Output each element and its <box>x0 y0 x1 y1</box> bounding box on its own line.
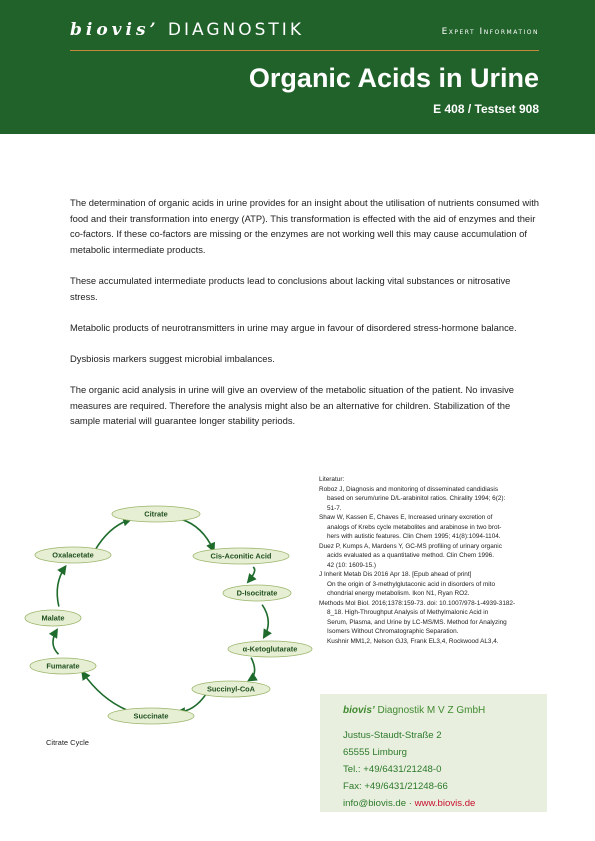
literature-line: On the origin of 3-methylglutaconic acid in disorders of mito <box>327 580 496 588</box>
cycle-node-label: Fumarate <box>46 661 80 671</box>
contact-company <box>343 705 485 716</box>
cycle-arrow <box>248 567 255 582</box>
intro-paragraph: Dysbiosis markers suggest microbial imbalances. <box>70 352 275 364</box>
literature-heading: Literatur: <box>319 476 345 483</box>
cycle-node-oxalacetate <box>35 547 111 563</box>
cycle-arrow <box>82 672 127 710</box>
cycle-node-ketoglutarate <box>228 641 312 657</box>
contact-fax: Fax: +49/6431/21248-66 <box>343 781 448 792</box>
cycle-caption: Citrate Cycle <box>46 738 89 747</box>
cycle-node-label: Malate <box>41 613 65 623</box>
literature-line: J Inherit Metab Dis 2016 Apr 18. [Epub ahead of print] <box>319 571 472 578</box>
literature-line: Kushnir MM1,2, Nelson GJ3, Frank EL3,4, Rockwood AL3,4. <box>327 637 499 645</box>
page-subtitle: E 408 / Testset 908 <box>433 102 539 116</box>
literature-line: Shaw W, Kassen E, Chaves E, Increased urinary excretion of <box>319 514 493 521</box>
page-title: Organic Acids in Urine <box>248 63 539 93</box>
header-rule <box>70 50 539 51</box>
cycle-arrow <box>53 630 59 655</box>
literature-line: 8_18. High-Throughput Analysis of Methylmalonic Acid in <box>327 609 489 616</box>
cycle-node-succinyl-coa <box>192 681 270 697</box>
intro-text <box>70 195 540 445</box>
section-label: Expert Information <box>441 27 539 37</box>
cycle-arrow <box>262 605 268 638</box>
brand-sub: DIAGNOSTIK <box>167 20 304 40</box>
cycle-node-label: Succinate <box>133 711 169 721</box>
literature-line: acids evaluated as a quantitative method. Clin Chem 1996. <box>327 552 494 559</box>
cycle-arrow <box>177 693 207 712</box>
literature-line: analogs of Krebs cycle metabolites and arabinose in two brot- <box>327 523 502 531</box>
cycle-node-label: Cis-Aconitic Acid <box>210 551 272 561</box>
cycle-node-label: D-Isocitrate <box>236 588 278 598</box>
intro-paragraph: The organic acid analysis in urine will give an overview of the metabolic situation of the patient. No invasive measures are required. Therefore the analysis might also be an alternative for children. Stabilization of the sample material will guarantee longer stability periods. <box>70 384 514 427</box>
contact-company-name: Diagnostik M V Z GmbH <box>374 705 486 716</box>
brand-logo <box>70 20 304 40</box>
cycle-node-d-isocitrate <box>223 585 291 601</box>
cycle-node-label: Oxalacetate <box>52 550 94 560</box>
literature-line: Duez P, Kumps A, Mardens Y, GC-MS profiling of urinary organic <box>319 542 502 550</box>
literature-line: Isomers Without Chromatographic Separation. <box>327 628 459 635</box>
intro-paragraph: The determination of organic acids in urine provides for an insight about the utilisation of nutrients consumed with food and their transformation into energy (ATP). This transformation is effected with the aid of enzymes and their co-factors. If these co-factors are missing or the enzymes are not working well this may cause accumulation of metabolic intermediate products. <box>70 197 540 255</box>
intro-paragraph: Metabolic products of neurotransmitters in urine may argue in favour of disordered stress-hormone balance. <box>70 321 517 333</box>
contact-street: Justus-Staudt-Straße 2 <box>343 730 442 741</box>
cycle-node-label: α-Ketoglutarate <box>242 644 298 654</box>
literature-line: 51-7. <box>327 504 342 512</box>
literature-line: based on serum/urine D/L-arabinitol ratios. Chirality 1994; 6(2): <box>327 495 506 502</box>
contact-brand: biovis’ <box>343 705 375 716</box>
citrate-cycle-diagram <box>0 490 320 740</box>
cycle-arrow <box>181 519 213 550</box>
contact-city: 65555 Limburg <box>343 747 408 758</box>
literature-line: hers with autistic features. Clin Chem 1995; 41(8):1094-1104. <box>327 533 501 540</box>
cycle-node-citrate <box>112 506 200 522</box>
literature-line: Methods Mol Biol. 2016;1378:159-73. doi: 10.1007/978-1-4939-3182- <box>319 599 516 607</box>
cycle-node-label: Citrate <box>144 509 168 519</box>
cycle-node-label: Succinyl-CoA <box>206 684 256 694</box>
contact-email-link[interactable]: info@biovis.de <box>343 798 407 809</box>
contact-separator: · <box>406 798 415 809</box>
cycle-node-malate <box>25 610 81 626</box>
literature-line: chondrial energy metabolism. Ikon N1, Ryan RO2. <box>327 590 470 597</box>
literature-line: Roboz J, Diagnosis and monitoring of disseminated candidiasis <box>319 485 499 493</box>
cycle-arrow <box>95 519 130 549</box>
cycle-node-cis-aconitic-acid <box>193 548 289 564</box>
cycle-arrow <box>249 658 255 681</box>
cycle-nodes <box>25 506 312 724</box>
contact-web-line <box>343 798 475 809</box>
contact-web-link[interactable]: www.biovis.de <box>414 798 476 809</box>
intro-paragraph: These accumulated intermediate products lead to conclusions about lacking vital substances or nitrosative stress. <box>70 274 511 302</box>
literature-list <box>319 475 545 646</box>
brand-name: biovis’ <box>70 20 160 40</box>
cycle-node-succinate <box>108 708 194 724</box>
contact-tel: Tel.: +49/6431/21248-0 <box>343 764 442 775</box>
literature-line: 42 (10: 1609-15.) <box>327 561 377 569</box>
contact-box <box>320 694 547 812</box>
literature-line: Serum, Plasma, and Urine by LC-MS/MS. Method for Analyzing <box>327 618 507 626</box>
cycle-arrow <box>57 566 65 606</box>
header-band <box>0 0 595 134</box>
cycle-node-fumarate <box>30 658 96 674</box>
